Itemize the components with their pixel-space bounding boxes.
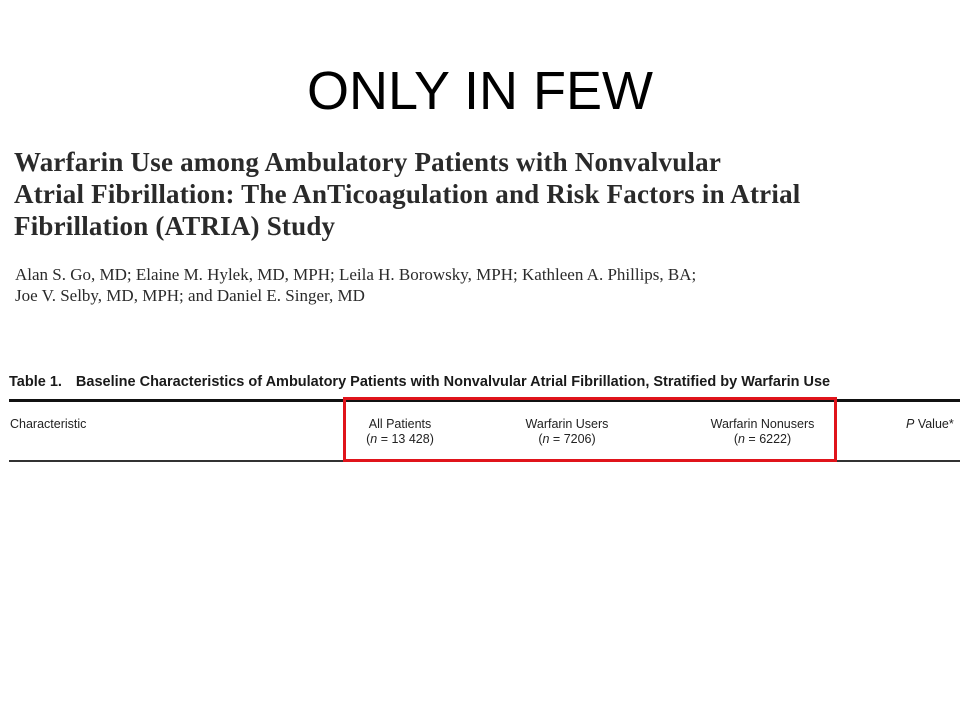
column-header-label: All Patients: [368, 417, 432, 431]
table-label: Table 1.: [9, 374, 62, 390]
paper-title: [14, 146, 954, 242]
paper-title-line: Atrial Fibrillation: The AnTicoagulation and Risk Factors in Atrial: [14, 179, 801, 209]
n-variable: n: [738, 432, 745, 446]
n-prefix: (: [366, 432, 371, 446]
paper-author-line: Alan S. Go, MD; Elaine M. Hylek, MD, MPH; Leila H. Borowsky, MPH; Kathleen A. Phillips, BA;: [15, 265, 697, 284]
paper-header: [0, 140, 960, 320]
n-variable: n: [370, 432, 378, 446]
table-caption: [9, 372, 954, 392]
p-letter: P: [906, 417, 915, 431]
table-caption-text: Baseline Characteristics of Ambulatory Patients with Nonvalvular Atrial Fibrillation, Stratified by Warfarin Use: [75, 374, 831, 390]
n-prefix: (: [538, 432, 543, 446]
column-header-label: Characteristic: [10, 417, 87, 431]
paper-author-line: Joe V. Selby, MD, MPH; and Daniel E. Singer, MD: [15, 286, 365, 305]
n-value: = 13 428): [377, 432, 434, 446]
paper-authors: [15, 264, 945, 306]
paper-title-line: Fibrillation (ATRIA) Study: [14, 211, 336, 241]
column-header-label: Warfarin Users: [525, 417, 609, 431]
column-header-characteristic: [10, 417, 86, 432]
highlight-box: [343, 397, 837, 462]
column-header-label: Warfarin Nonusers: [710, 417, 815, 431]
n-value: = 6222): [744, 432, 792, 446]
n-variable: n: [542, 432, 550, 446]
column-header-p-value: [906, 417, 960, 432]
paper-title-line: Warfarin Use among Ambulatory Patients with Nonvalvular: [14, 147, 722, 177]
slide-title: ONLY IN FEW: [306, 61, 654, 121]
n-value: = 7206): [549, 432, 596, 446]
column-header-label: [906, 417, 960, 432]
n-prefix: (: [733, 432, 738, 446]
p-value-rest: Value*: [914, 417, 954, 431]
